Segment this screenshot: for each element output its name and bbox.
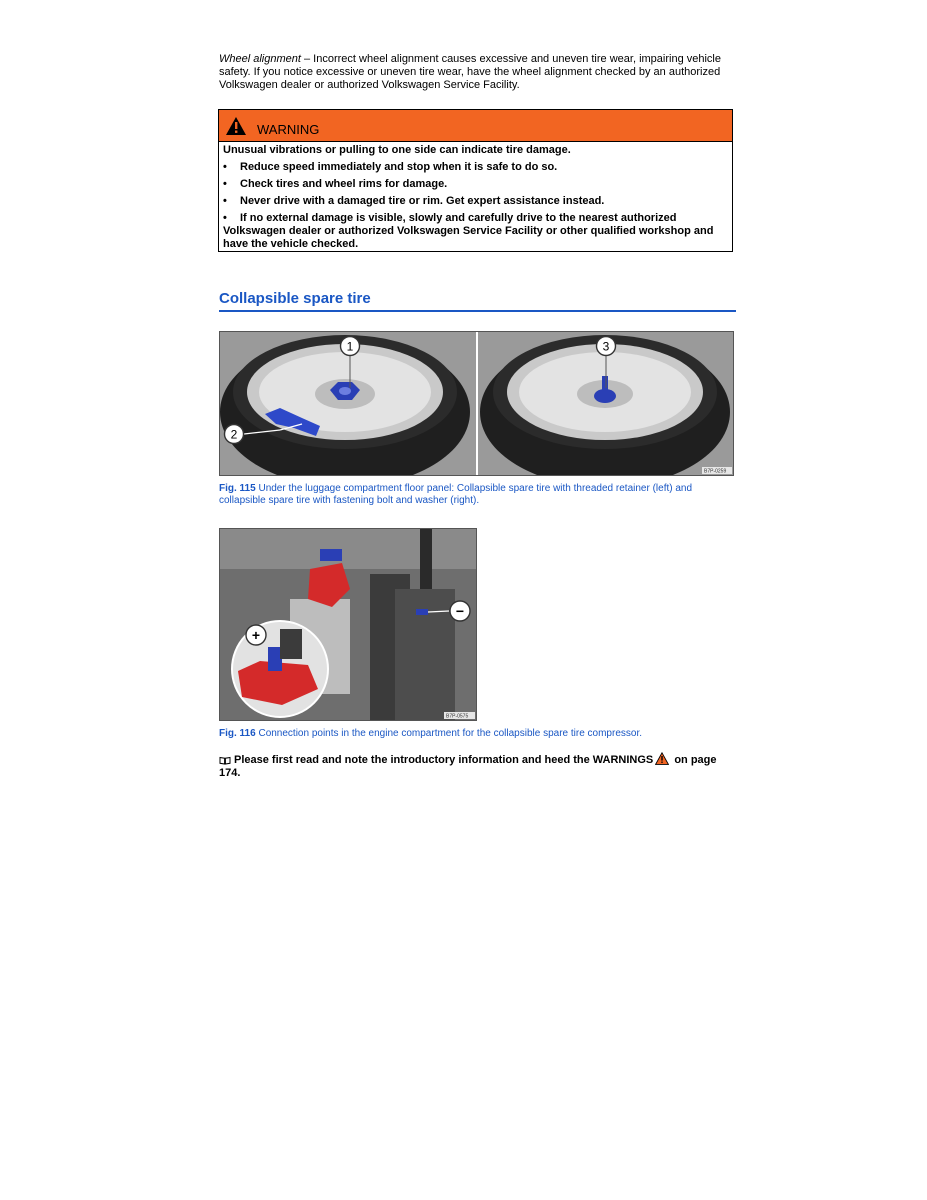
warning-bullet-text: Reduce speed immediately and stop when it is safe to do so. (240, 161, 558, 173)
callout-2-label: 2 (230, 427, 238, 442)
warning-bullet (223, 178, 728, 191)
warning-triangle-icon (655, 752, 669, 765)
section-divider (219, 310, 736, 312)
figure-115-caption (219, 483, 735, 507)
book-icon (219, 756, 231, 765)
figure-116-caption (219, 728, 735, 740)
figure-116-code: B7P-0575 (446, 713, 469, 720)
figure-116-image (219, 528, 477, 721)
figure-115-image (219, 331, 734, 476)
callout-1 (341, 337, 360, 356)
warning-bullet-text: Never drive with a damaged tire or rim. Get expert assistance instead. (240, 195, 605, 207)
figure-115-code: B7P-0259 (704, 468, 727, 475)
figure-115-caption-text: Under the luggage compartment floor panel: Collapsible spare tire with threaded retainer (left) and collapsible spare tire with fastening bolt and washer (right). (219, 483, 693, 506)
figure-115-label: Fig. 115 (219, 483, 256, 494)
warning-triangle-icon (225, 116, 247, 136)
engine-compartment-illustration (220, 529, 476, 720)
warning-header (219, 110, 732, 142)
note-text: Please first read and note the introductory information and heed the WARNINGS (234, 754, 654, 766)
section-title: Collapsible spare tire (219, 290, 371, 307)
callout-minus-label: − (455, 603, 465, 619)
spare-tire-illustration (220, 332, 733, 475)
callout-3-label: 3 (602, 339, 610, 354)
warning-bullet-text: Check tires and wheel rims for damage. (240, 178, 448, 190)
bullet-marker: • (223, 178, 227, 190)
warning-bullet-text: If no external damage is visible, slowly and carefully drive to the nearest authorized Volkswagen dealer or authorized Volkswagen Service Facility or other qualified workshop and have the vehicle checked. (223, 212, 714, 250)
callout-1-label: 1 (346, 339, 354, 354)
warning-bullet (223, 161, 728, 174)
wheel-alignment-paragraph (219, 53, 735, 92)
callout-plus (246, 625, 266, 645)
wheel-alignment-text: – Incorrect wheel alignment causes excessive and uneven tire wear, impairing vehicle safety. If you notice excessive or uneven tire wear, have the wheel alignment checked by an authorized Volkswagen dealer or authorized Volkswagen Service Facility. (219, 53, 721, 91)
warning-lead: Unusual vibrations or pulling to one side can indicate tire damage. (223, 144, 571, 156)
bullet-marker: • (223, 161, 227, 173)
note-page-reference: on page 174. (219, 754, 717, 779)
warning-body (219, 142, 732, 257)
callout-3 (597, 337, 616, 356)
warning-title: WARNING (257, 122, 320, 137)
wheel-alignment-term: Wheel alignment (219, 53, 301, 65)
figure-116-caption-text: Connection points in the engine compartment for the collapsible spare tire compressor. (255, 728, 643, 739)
callout-minus (450, 601, 470, 621)
figure-116-label: Fig. 116 (219, 728, 256, 739)
intro-note (219, 752, 735, 780)
callout-plus-label: + (251, 627, 261, 643)
bullet-marker: • (223, 212, 227, 224)
warning-bullet (223, 212, 728, 251)
callout-2 (225, 425, 244, 444)
warning-bullet (223, 195, 728, 208)
warning-box (218, 109, 733, 252)
bullet-marker: • (223, 195, 227, 207)
